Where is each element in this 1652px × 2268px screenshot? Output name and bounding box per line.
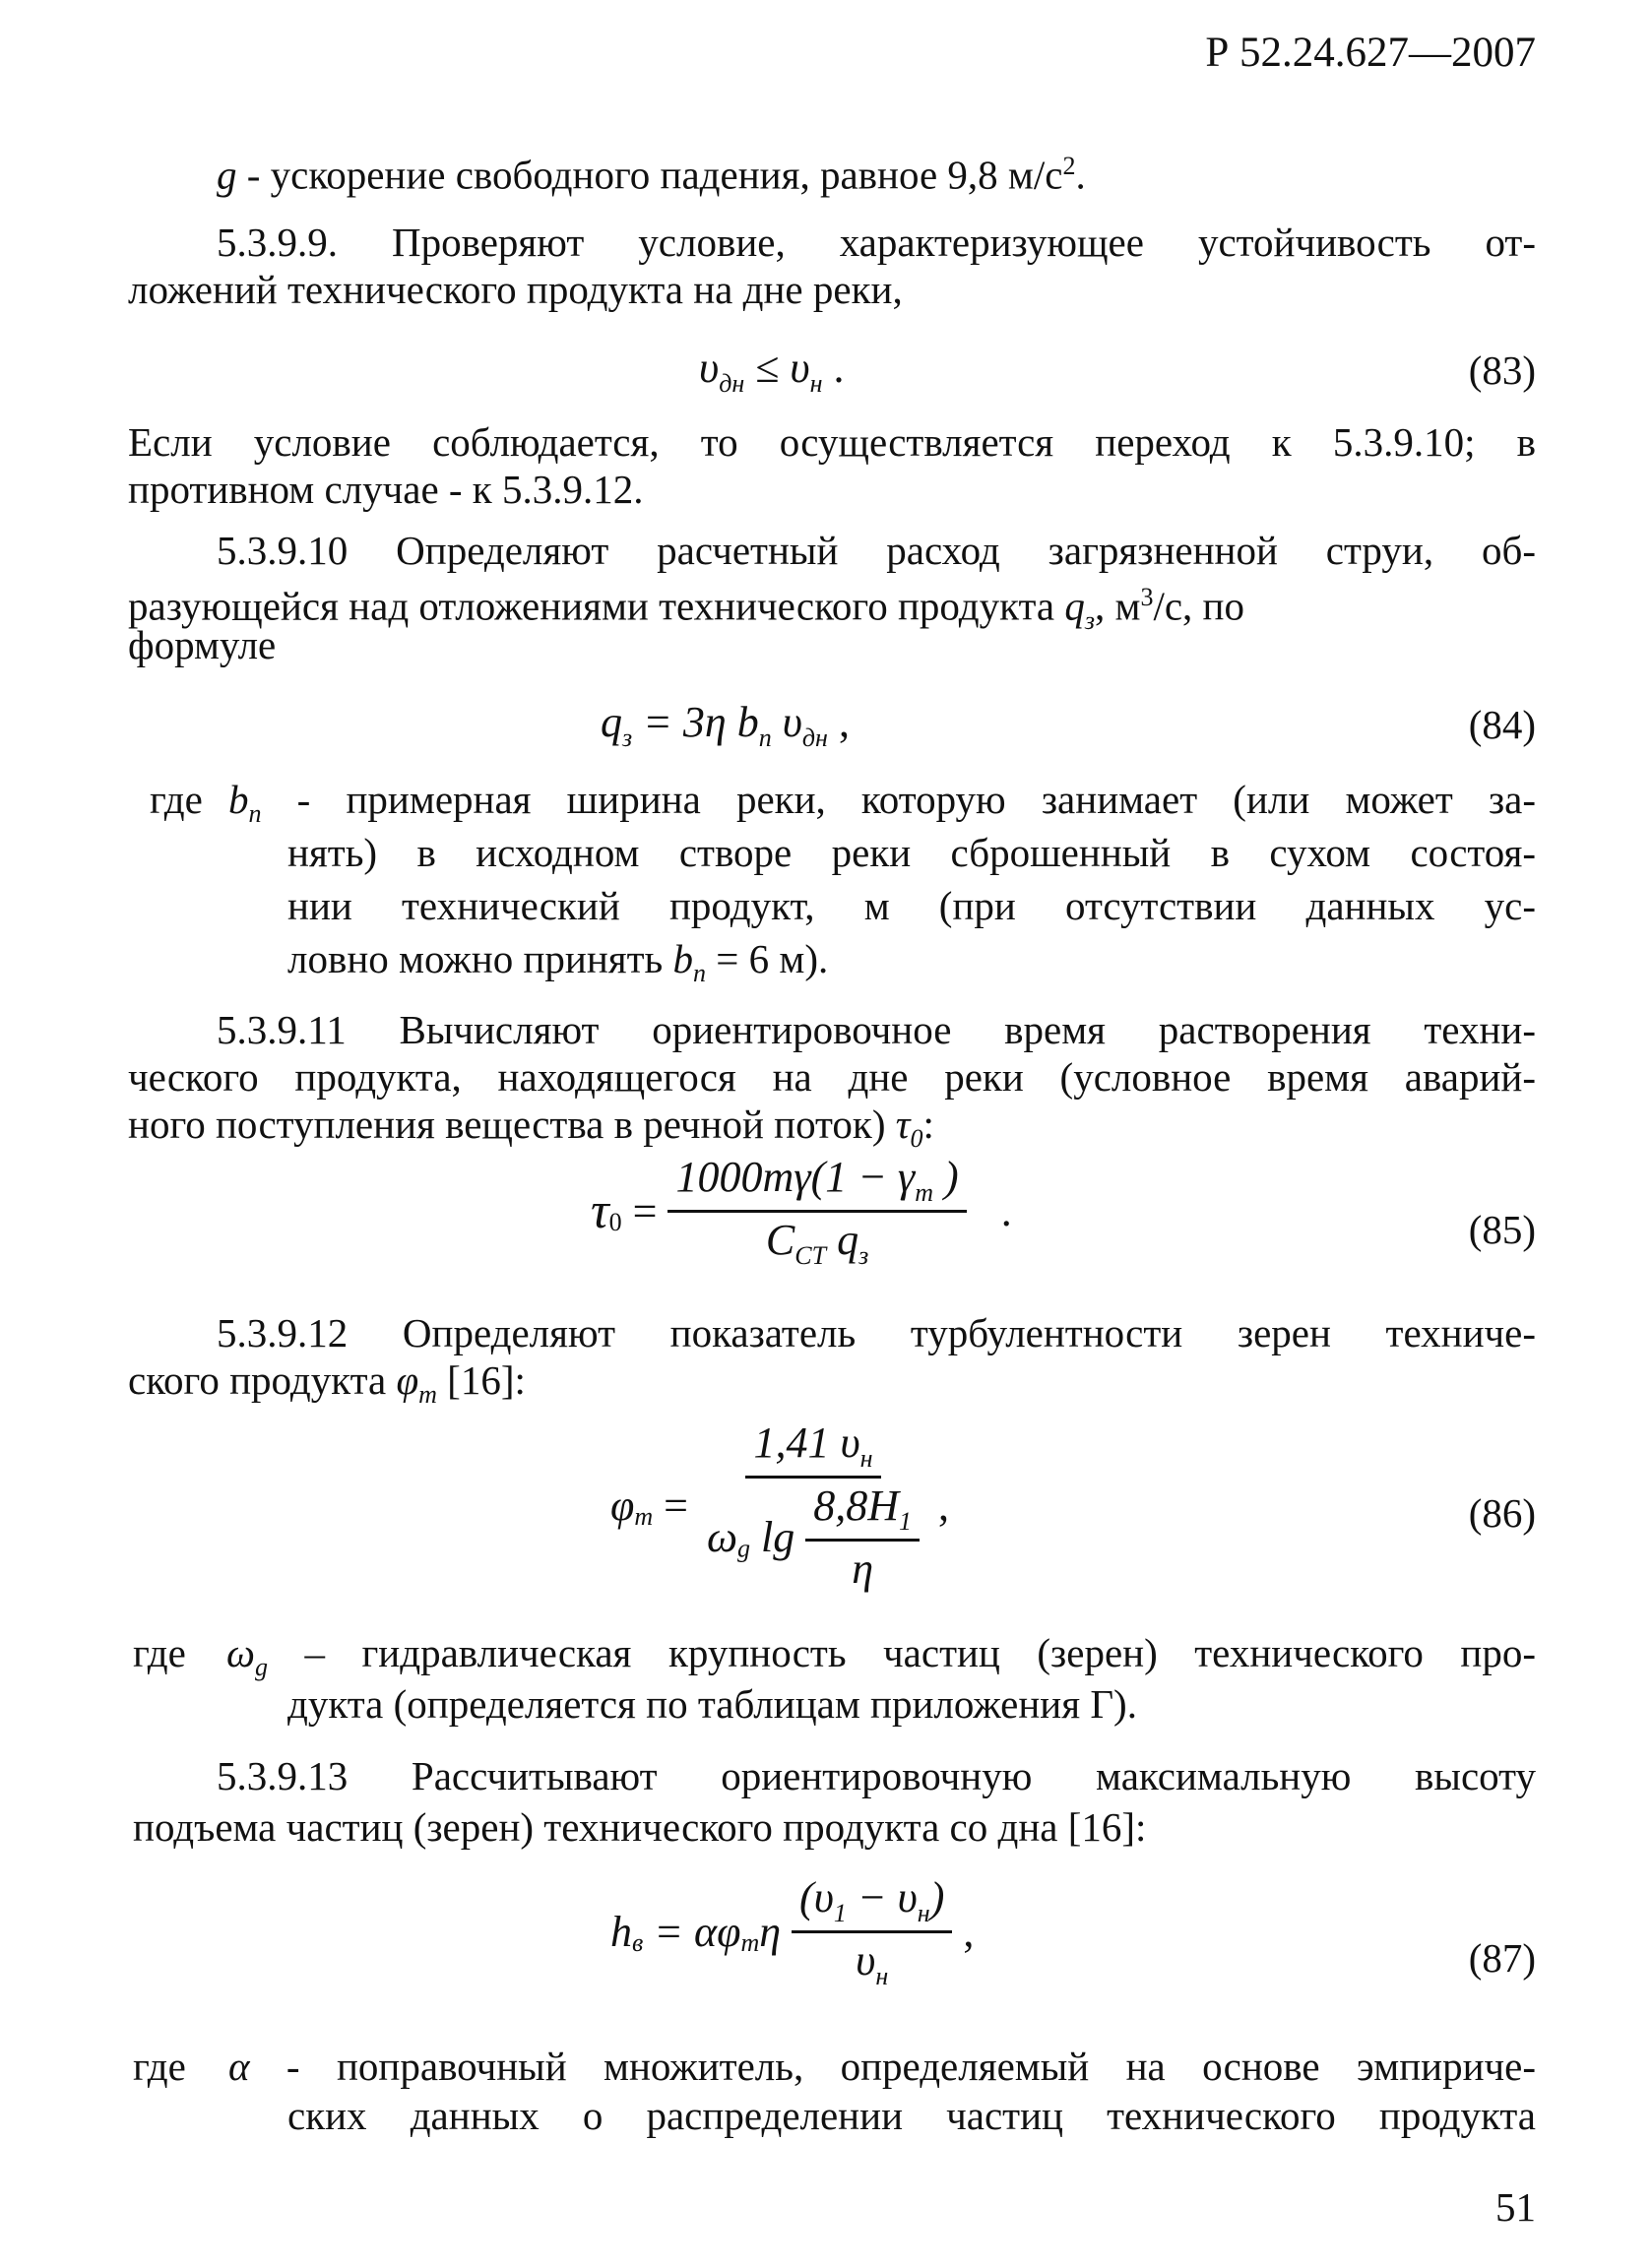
eq86-numerator: 1,41 $\upsilon_н$ (745, 1418, 880, 1479)
eq87-tail: , (963, 1907, 975, 1956)
where84-line4-b: = 6 м). (706, 936, 829, 981)
eq84-mid: = 3η (632, 698, 737, 746)
p5399-line1: 5.3.9.9. Проверяют условие, характеризующее устойчивость от- (217, 220, 1536, 265)
g-tail: . (1075, 152, 1086, 198)
eq86-fraction (699, 1418, 927, 1594)
equation-number-87: (87) (1468, 1935, 1536, 1981)
g-definition (217, 143, 1086, 199)
where84-line4-a: ловно можно принять (287, 936, 673, 981)
eq86-inner-numerator: $8,8H_1$ (805, 1480, 920, 1542)
equation-number-83: (83) (1468, 347, 1536, 393)
eq87-eq: = αφ (643, 1907, 741, 1956)
where87-line1 (228, 2043, 1536, 2090)
eq84-lhs: q (601, 698, 622, 746)
where86-line2: дукта (определяется по таблицам приложения Г). (287, 1681, 1137, 1727)
where84-line3: нии технический продукт, м (при отсутствии данных ус- (287, 883, 1536, 928)
page-number: 51 (1495, 2184, 1536, 2230)
p53911-line1: 5.3.9.11 Вычисляют ориентировочное время растворения техни- (217, 1007, 1536, 1052)
eq83-rel: ≤ (744, 344, 791, 392)
where84-line4-sub: п (693, 959, 707, 988)
eq83-tail: . (822, 344, 845, 392)
equation-84 (601, 697, 850, 753)
where84-dash: - примерная ширина реки, которую занимает (или может за- (261, 777, 1536, 822)
p53913-line1: 5.3.9.13 Рассчитывают ориентировочную максимальную высоту (217, 1753, 1536, 1798)
p53910-line2-a: разующейся над отложениями технического продукта (128, 583, 1065, 629)
eq84-b-sub: п (758, 723, 772, 752)
eq84-v-sub: дн (801, 723, 828, 752)
p53910-line2 (128, 574, 1244, 645)
p53912-phi-sub: т (418, 1380, 437, 1410)
eq85-fraction (667, 1152, 966, 1271)
eq85-numerator: $1000m\gamma(1 - \gamma_т$ ) (667, 1152, 966, 1213)
p53910-line2-b: , м (1094, 583, 1141, 629)
eq84-b: b (736, 698, 759, 746)
eq86-eq: = (653, 1480, 699, 1530)
after83-line2: противном случае - к 5.3.9.12. (128, 467, 644, 512)
g-symbol: g (217, 152, 237, 198)
p53911-line3-b: : (922, 1102, 934, 1147)
eq85-tail: . (1000, 1186, 1012, 1235)
p53910-q-sub: з (1084, 605, 1095, 635)
p53912-line2-b: [16]: (436, 1357, 526, 1403)
p53910-line3: формуле (128, 622, 277, 667)
equation-87 (610, 1872, 974, 1991)
equation-83 (699, 343, 845, 399)
where84-lead: где (150, 777, 203, 822)
where84-symbol-sub: п (248, 799, 262, 829)
p53911-line2: ческого продукта, находящегося на дне реки (условное время аварий- (128, 1054, 1536, 1100)
eq85-denominator: $C_{CT}$ $q_з$ (765, 1215, 869, 1270)
p53910-q: q (1064, 583, 1085, 629)
g-text: - ускорение свободного падения, равное 9,8 м/с (236, 152, 1063, 198)
p53912-line2-a: ского продукта (128, 1357, 397, 1403)
eq84-lhs-sub: з (622, 723, 633, 752)
eq83-rhs: υ (790, 344, 810, 392)
eq86-inner-denominator: η (852, 1544, 874, 1593)
p53911-line3-a: ного поступления вещества в речной поток) (128, 1102, 896, 1147)
eq86-lhs-sub: т (634, 1502, 654, 1532)
p53913-line2: подъема частиц (зерен) технического продукта со дна [16]: (133, 1804, 1147, 1850)
eq86-denominator: $\omega_g$ lg $\frac{8,8H_1}{\eta}$ (699, 1479, 927, 1594)
eq87-denominator: $\upsilon_н$ (856, 1935, 889, 1990)
eq87-lhs: h (610, 1907, 632, 1956)
where87-lead: где (133, 2044, 186, 2089)
eq83-rhs-sub: н (809, 368, 823, 398)
equation-number-84: (84) (1468, 702, 1536, 747)
eq87-lhs-sub: в (632, 1928, 644, 1958)
eq86-lhs: φ (610, 1480, 635, 1530)
where84-line4 (287, 935, 828, 997)
g-sup: 2 (1062, 152, 1076, 180)
eq83-lhs: υ (699, 344, 720, 392)
where84-symbol: b (228, 777, 249, 822)
where87-line2: ских данных о распределении частиц технического продукта (287, 2093, 1536, 2138)
eq87-phi-sub: т (740, 1928, 760, 1958)
p53911-tau: τ (895, 1102, 911, 1147)
eq85-eq: = (621, 1186, 668, 1235)
where87-dash: - поправочный множитель, определяемый на основе эмпириче- (249, 2044, 1536, 2089)
p53912-phi: φ (396, 1357, 419, 1403)
p5399-line2: ложений технического продукта на дне реки, (128, 267, 903, 312)
p53910-line1: 5.3.9.10 Определяют расчетный расход загрязненной струи, об- (217, 528, 1536, 573)
eq86-tail: , (938, 1480, 950, 1530)
eq84-v: υ (771, 698, 802, 746)
where86-symbol: ω (226, 1630, 255, 1675)
equation-86 (610, 1418, 949, 1594)
p53912-line1: 5.3.9.12 Определяют показатель турбулентности зерен техниче- (217, 1310, 1536, 1355)
where84-line4-symbol: b (672, 936, 694, 981)
eq86-inner-fraction (805, 1480, 920, 1594)
p53911-tau-sub: 0 (910, 1124, 923, 1154)
p53912-line2 (128, 1356, 526, 1418)
where86-symbol-sub: g (254, 1653, 268, 1682)
p53910-sup: 3 (1140, 583, 1154, 611)
eq87-eta: η (759, 1907, 782, 1956)
eq87-numerator: $(\upsilon_1 - \upsilon_н)$ (792, 1872, 952, 1933)
eq85-lhs-sub: 0 (608, 1208, 622, 1237)
eq83-lhs-sub: дн (719, 368, 745, 398)
where87-symbol: α (228, 2044, 250, 2089)
where84-line2: нять) в исходном створе реки сброшенный в сухом состоя- (287, 830, 1536, 875)
eq85-lhs: τ (591, 1182, 609, 1239)
eq87-fraction (792, 1872, 952, 1991)
eq84-tail: , (827, 698, 850, 746)
after83-line1: Если условие соблюдается, то осуществляется переход к 5.3.9.10; в (128, 419, 1536, 465)
equation-number-85: (85) (1468, 1207, 1536, 1252)
p53910-line2-c: /с, по (1153, 583, 1244, 629)
equation-number-86: (86) (1468, 1490, 1536, 1536)
equation-85 (591, 1152, 1012, 1271)
document-code: Р 52.24.627—2007 (1205, 30, 1536, 76)
where86-lead: где (133, 1630, 186, 1675)
where86-dash: – гидравлическая крупность частиц (зерен) технического про- (267, 1630, 1536, 1675)
